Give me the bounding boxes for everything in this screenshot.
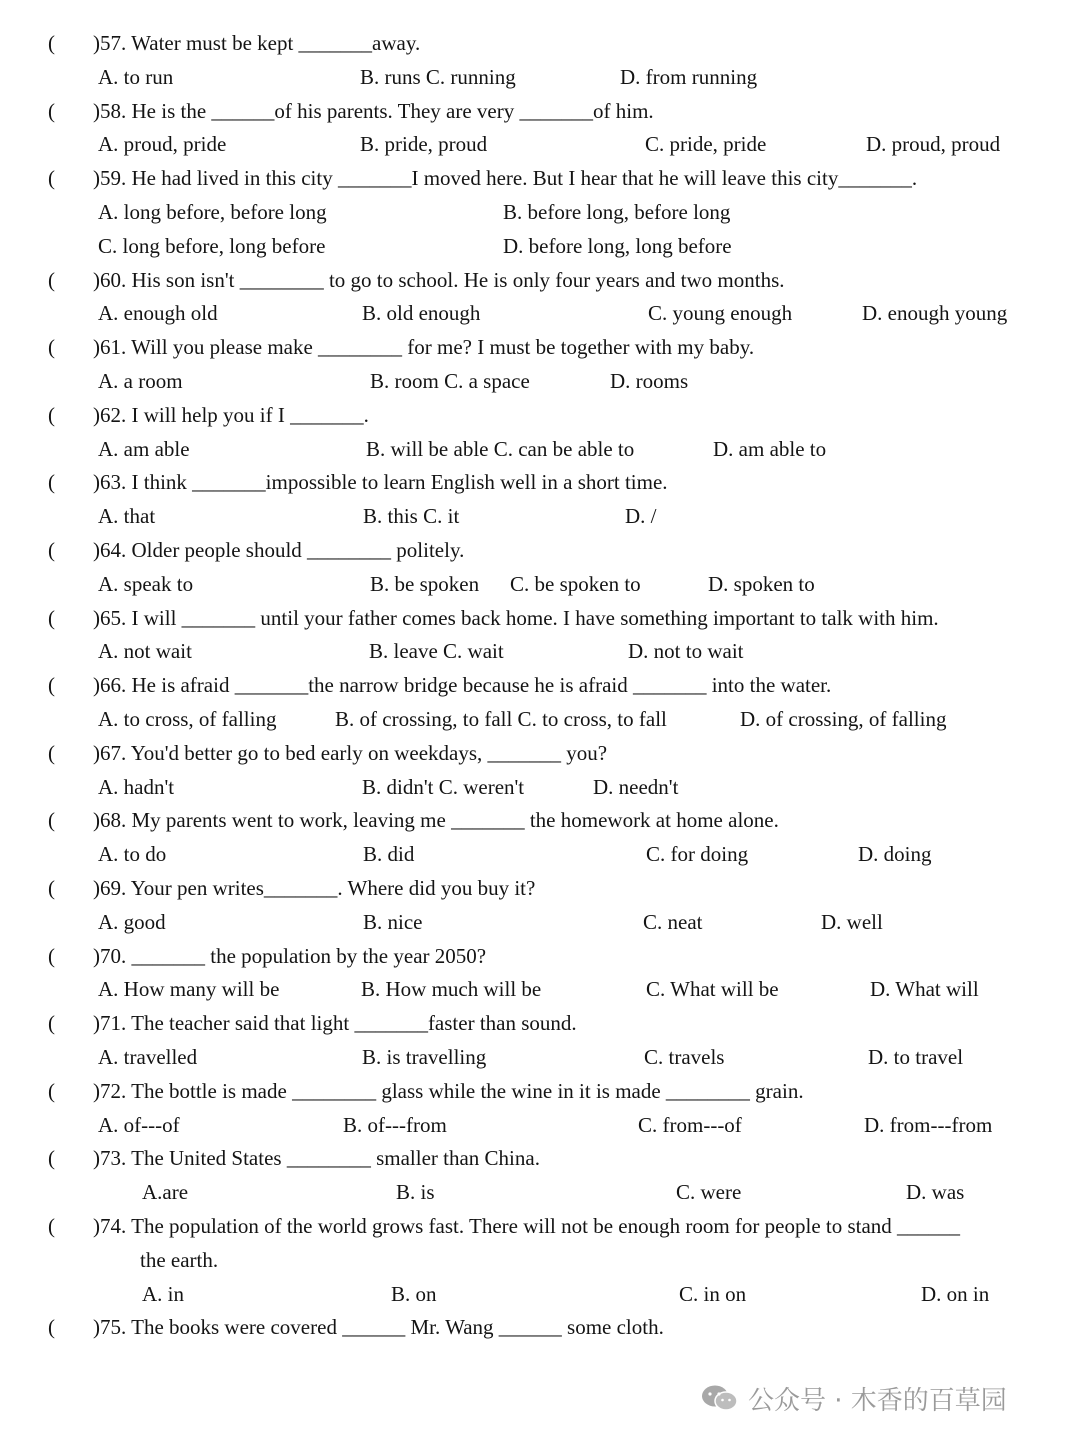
answer-paren: ( <box>48 335 55 360</box>
option: A. good <box>98 909 166 934</box>
option: B. How much will be <box>361 977 542 1002</box>
question-continuation: the earth. <box>140 1247 219 1272</box>
answer-paren: ( <box>48 673 55 698</box>
option: C. for doing <box>646 842 749 867</box>
question-text: )71. The teacher said that light _______faster than sound. <box>93 1011 577 1036</box>
answer-paren: ( <box>48 166 55 191</box>
option: D. enough young <box>862 301 1008 326</box>
answer-paren: ( <box>48 1011 55 1036</box>
option: B. is travelling <box>362 1045 487 1069</box>
option: C. were <box>676 1180 742 1205</box>
question-text: )61. Will you please make ________ for me? I must be together with my baby. <box>93 335 755 360</box>
watermark <box>700 1376 1007 1420</box>
question-text: )73. The United States ________ smaller than China. <box>93 1146 540 1171</box>
option: D. from running <box>620 64 758 89</box>
option: D. doing <box>858 842 932 867</box>
answer-paren: ( <box>48 1146 55 1171</box>
option: B. before long, before long <box>503 200 731 224</box>
option: D. rooms <box>610 369 689 393</box>
option: A. of---of <box>98 1112 180 1137</box>
question-text: )60. His son isn't ________ to go to school. He is only four years and two months. <box>93 267 785 292</box>
option: B. of crossing, to fall C. to cross, to fall <box>335 707 667 731</box>
option: B. on <box>391 1281 437 1306</box>
option: A.are <box>142 1180 189 1205</box>
option: A. in <box>142 1281 184 1306</box>
answer-paren: ( <box>48 876 55 900</box>
question-text: )74. The population of the world grows fast. There will not be enough room for people to stand ______ <box>93 1214 961 1238</box>
question-text: )58. He is the ______of his parents. They are very _______of him. <box>93 98 654 123</box>
option: A. travelled <box>98 1045 198 1069</box>
option: B. room C. a space <box>370 369 530 393</box>
answer-paren: ( <box>48 267 55 292</box>
option: B. didn't C. weren't <box>362 774 525 799</box>
answer-paren: ( <box>48 1078 55 1103</box>
option: C. be spoken to <box>510 571 641 596</box>
option: D. needn't <box>593 774 679 799</box>
option: D. of crossing, of falling <box>740 707 947 731</box>
option: B. is <box>396 1180 435 1205</box>
question-text: )69. Your pen writes_______. Where did you buy it? <box>93 876 536 900</box>
question-text: )72. The bottle is made ________ glass while the wine in it is made ________ grain. <box>93 1078 804 1103</box>
question-text: )75. The books were covered ______ Mr. Wang ______ some cloth. <box>93 1315 664 1340</box>
option: B. old enough <box>362 301 481 326</box>
answer-paren: ( <box>48 470 55 495</box>
option: A. enough old <box>98 301 218 326</box>
option: A. speak to <box>98 571 194 596</box>
option: B. will be able C. can be able to <box>366 436 635 461</box>
option: D. proud, proud <box>866 132 1001 157</box>
option: C. young enough <box>648 301 793 326</box>
option: D. on in <box>921 1281 990 1306</box>
question-text: )62. I will help you if I _______. <box>93 402 369 427</box>
option: B. nice <box>363 909 423 934</box>
question-text: )70. _______ the population by the year 2050? <box>93 943 487 968</box>
option: B. did <box>363 842 415 867</box>
answer-paren: ( <box>48 98 55 123</box>
option: D. to travel <box>868 1045 964 1069</box>
answer-paren: ( <box>48 605 55 630</box>
question-text: )66. He is afraid _______the narrow bridge because he is afraid _______ into the water. <box>93 673 832 698</box>
option: B. pride, proud <box>360 132 488 157</box>
option: A. not wait <box>98 639 192 664</box>
answer-paren: ( <box>48 538 55 562</box>
option: C. travels <box>644 1045 725 1069</box>
answer-paren: ( <box>48 808 55 833</box>
option: B. runs C. running <box>360 64 516 89</box>
answer-paren: ( <box>48 740 55 765</box>
option: A. a room <box>98 369 183 393</box>
answer-paren: ( <box>48 1214 55 1238</box>
option: D. am able to <box>713 436 827 461</box>
option: D. spoken to <box>708 571 815 596</box>
option: D. What will <box>870 977 979 1002</box>
option: A. to cross, of falling <box>98 707 277 731</box>
option: B. leave C. wait <box>369 639 504 664</box>
question-text: )67. You'd better go to bed early on weekdays, _______ you? <box>93 740 608 765</box>
question-text: )68. My parents went to work, leaving me _______ the homework at home alone. <box>93 808 779 833</box>
option: C. long before, long before <box>98 233 326 258</box>
question-text: )59. He had lived in this city _______I moved here. But I hear that he will leave this city_______. <box>93 166 918 191</box>
option: C. from---of <box>638 1112 742 1137</box>
option: C. in on <box>679 1281 747 1306</box>
option: A. to run <box>98 64 174 89</box>
question-text: )63. I think _______impossible to learn English well in a short time. <box>93 470 668 495</box>
option: C. neat <box>643 909 703 934</box>
option: D. / <box>625 504 657 529</box>
option: A. long before, before long <box>98 200 327 224</box>
option: A. that <box>98 504 156 529</box>
question-text: )64. Older people should ________ politely. <box>93 538 465 562</box>
option: B. of---from <box>343 1112 447 1137</box>
answer-paren: ( <box>48 31 55 55</box>
answer-paren: ( <box>48 402 55 427</box>
option: C. pride, pride <box>645 132 767 157</box>
option: D. from---from <box>864 1112 993 1137</box>
option: B. be spoken <box>370 571 480 596</box>
option: D. well <box>821 909 883 934</box>
answer-paren: ( <box>48 1315 55 1340</box>
watermark-text: 公众号 · 木香的百草园 <box>748 1385 1007 1416</box>
option: A. am able <box>98 436 190 461</box>
option: D. not to wait <box>628 639 744 664</box>
option: A. proud, pride <box>98 132 227 157</box>
option: D. was <box>906 1180 965 1205</box>
question-text: )65. I will _______ until your father comes back home. I have something important to talk with him. <box>93 605 939 630</box>
option: A. to do <box>98 842 167 867</box>
option: B. this C. it <box>363 504 460 529</box>
answer-paren: ( <box>48 943 55 968</box>
option: D. before long, long before <box>503 233 732 258</box>
wechat-icon <box>700 1383 740 1413</box>
option: A. How many will be <box>98 977 280 1002</box>
question-text: )57. Water must be kept _______away. <box>93 31 421 55</box>
option: C. What will be <box>646 977 779 1002</box>
option: A. hadn't <box>98 774 175 799</box>
